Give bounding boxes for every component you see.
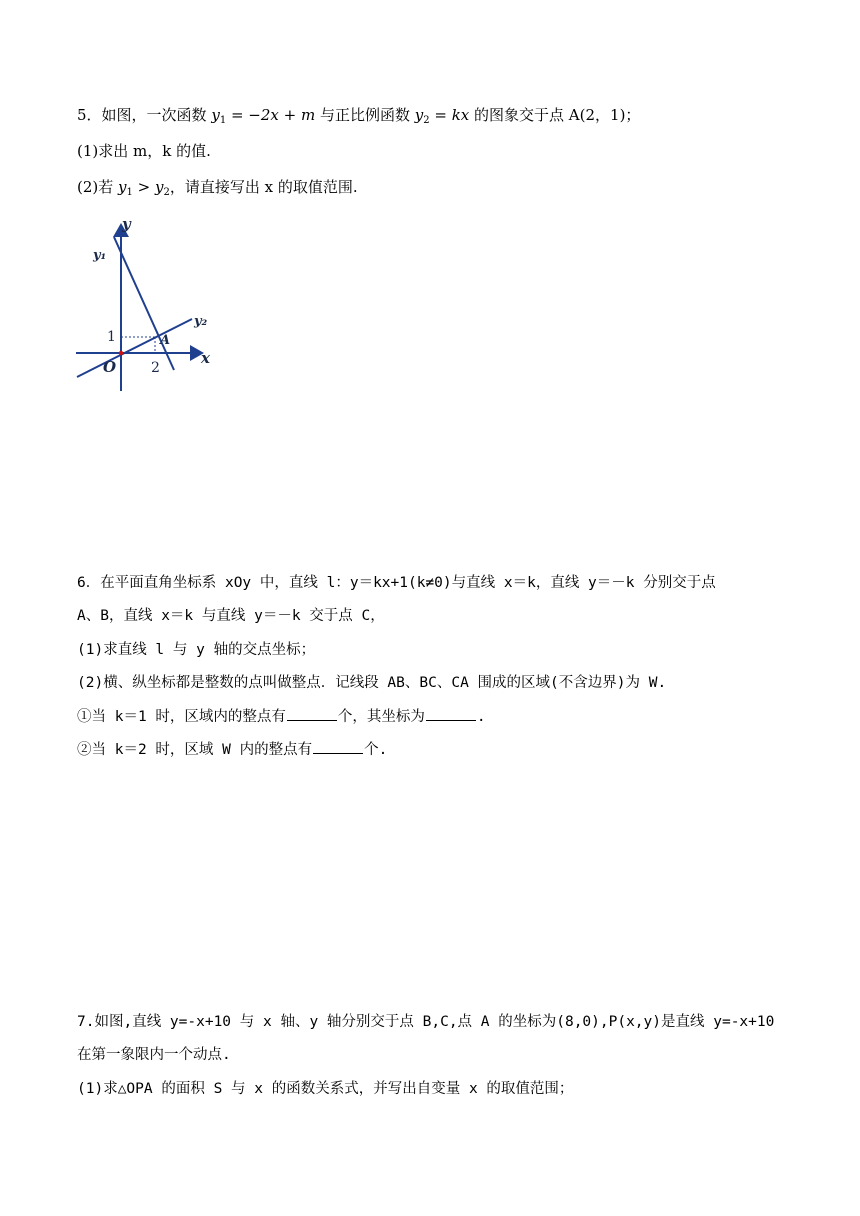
line-y1 xyxy=(114,237,174,370)
q5-figure xyxy=(74,213,224,393)
q6-item2-text-a: ②当 k＝2 时，区域 W 内的整点有 xyxy=(77,742,313,758)
q5-y1: y xyxy=(211,106,220,124)
q7-part1: (1)求△OPA 的面积 S 与 x 的函数关系式，并写出自变量 x 的取值范围； xyxy=(77,1081,574,1097)
label-A: A xyxy=(160,333,171,348)
label-y1: y₁ xyxy=(93,248,107,263)
q6-item2-text-b: 个. xyxy=(364,742,388,758)
label-origin: O xyxy=(103,358,117,376)
q6-part2-item2 xyxy=(77,739,387,761)
q5-text-b: 与正比例函数 xyxy=(319,106,415,124)
line-y2 xyxy=(77,319,192,377)
q5-text-c: 的图象交于点 A(2，1)； xyxy=(474,106,641,124)
q6-item1-text-a: ①当 k＝1 时，区域内的整点有 xyxy=(77,709,286,725)
q5-y2: y xyxy=(414,106,424,124)
answer-blank[interactable] xyxy=(426,706,476,721)
q6-line1: 6．在平面直角坐标系 xOy 中，直线 l：y＝kx+1(k≠0)与直线 x＝k，直线 y＝－k 分别交于点 xyxy=(77,575,716,591)
q5-part2-y2: y xyxy=(155,178,164,196)
answer-blank[interactable] xyxy=(287,706,337,721)
q5-line1 xyxy=(77,104,640,126)
q6-item1-text-b: 个，其坐标为 xyxy=(337,709,425,725)
label-y: y xyxy=(122,215,131,233)
q5-part2-y1-sub: 1 xyxy=(126,187,133,198)
q5-text-a: 如图，一次函数 xyxy=(101,106,212,124)
q7-line2: 在第一象限内一个动点. xyxy=(77,1047,231,1063)
q6-part2-item1 xyxy=(77,706,486,728)
q5-part2 xyxy=(77,176,358,198)
q5-part1: (1)求出 m，k 的值. xyxy=(77,142,211,160)
q6-item1-text-c: . xyxy=(476,709,486,725)
label-y2: y₂ xyxy=(194,314,208,329)
tick-label-1: 1 xyxy=(107,329,116,345)
q5-expr1: = −2x + m xyxy=(226,106,320,124)
q5-part2-gt: > xyxy=(132,178,155,196)
q5-number: 5． xyxy=(77,106,102,124)
q5-part2-b: ，请直接写出 x 的取值范围. xyxy=(169,178,358,196)
q5-part2-y1: y xyxy=(118,178,127,196)
origin-dot xyxy=(119,351,123,355)
q5-y1-sub: 1 xyxy=(219,115,227,126)
q6-part1: (1)求直线 l 与 y 轴的交点坐标； xyxy=(77,642,316,658)
tick-label-2: 2 xyxy=(151,360,160,376)
q6-line2: A、B，直线 x＝k 与直线 y＝－k 交于点 C， xyxy=(77,608,385,624)
q6-part2: (2)横、纵坐标都是整数的点叫做整点．记线段 AB、BC、CA 围成的区域(不含边界)为 W. xyxy=(77,675,667,691)
q5-part2-y2-sub: 2 xyxy=(163,187,170,198)
q5-expr2: = kx xyxy=(429,106,475,124)
q5-part2-a: (2)若 xyxy=(77,178,119,196)
q5-y2-sub: 2 xyxy=(423,115,430,126)
label-x: x xyxy=(201,349,210,367)
q7-line1: 7.如图,直线 y=-x+10 与 x 轴、y 轴分别交于点 B,C,点 A 的坐标为(8,0),P(x,y)是直线 y=-x+10 xyxy=(77,1014,775,1030)
answer-blank[interactable] xyxy=(313,739,363,754)
